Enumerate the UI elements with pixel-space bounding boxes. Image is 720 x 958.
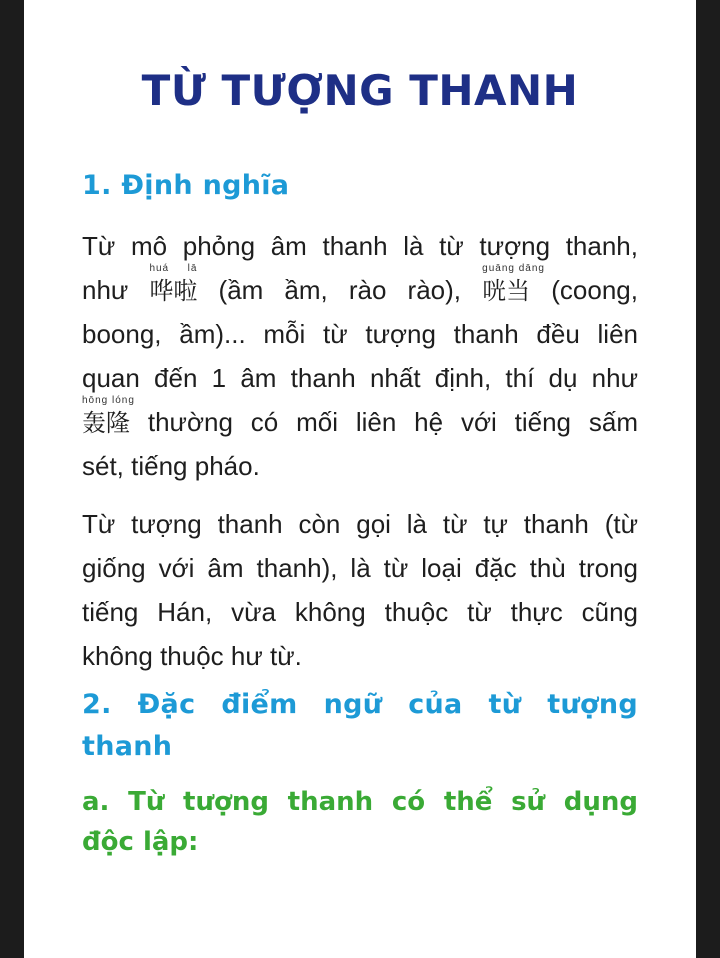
heading-line: thanh <box>82 731 173 762</box>
definition-paragraph <box>82 224 638 488</box>
heading-line: 2. Đặc điểm ngữ của từ tượng <box>82 689 638 720</box>
paragraph-text: như <box>82 275 129 305</box>
subsection-a-heading <box>82 782 638 862</box>
paragraph-text: thường có mối liên hệ với tiếng sấm <box>147 407 638 437</box>
pinyin-annotation: hōng lóng <box>82 395 135 406</box>
paragraph-line-with-examples <box>82 263 638 312</box>
paragraph-line: tiếng Hán, vừa không thuộc từ thực cũng <box>82 597 638 627</box>
paragraph-line: Từ mô phỏng âm thanh là từ tượng thanh, <box>82 231 638 261</box>
paragraph-line: không thuộc hư từ. <box>82 641 302 671</box>
paragraph-line: sét, tiếng pháo. <box>82 451 260 481</box>
paragraph-line: boong, ầm)... mỗi từ tượng thanh đều liên <box>82 319 638 349</box>
paragraph-text: (coong, <box>551 275 638 305</box>
chinese-word-guangdang <box>482 263 545 313</box>
chinese-characters: 哗啦 <box>149 277 198 305</box>
paragraph-text: (ầm ầm, rào rào), <box>218 275 462 305</box>
second-paragraph <box>82 502 638 678</box>
paragraph-line: Từ tượng thanh còn gọi là từ tự thanh (từ <box>82 509 638 539</box>
section-2-heading <box>82 684 638 768</box>
section-1-heading: 1. Định nghĩa <box>82 170 290 201</box>
page-title: TỪ TƯỢNG THANH <box>141 66 579 115</box>
chinese-characters: 轰隆 <box>82 409 130 437</box>
chinese-word-hualala <box>149 263 198 313</box>
book-page <box>24 0 696 958</box>
paragraph-line: quan đến 1 âm thanh nhất định, thí dụ như <box>82 363 638 393</box>
chinese-word-honglong <box>82 395 135 445</box>
chinese-characters: 咣当 <box>482 277 531 305</box>
pinyin-annotation: guāng dāng <box>482 263 545 274</box>
paragraph-line: giống với âm thanh), là từ loại đặc thù trong <box>82 553 638 583</box>
subheading-line: a. Từ tượng thanh có thể sử dụng <box>82 787 638 817</box>
pinyin-annotation: huá lā <box>149 263 198 274</box>
subheading-line: độc lập: <box>82 827 199 857</box>
paragraph-line-with-example <box>82 395 638 444</box>
